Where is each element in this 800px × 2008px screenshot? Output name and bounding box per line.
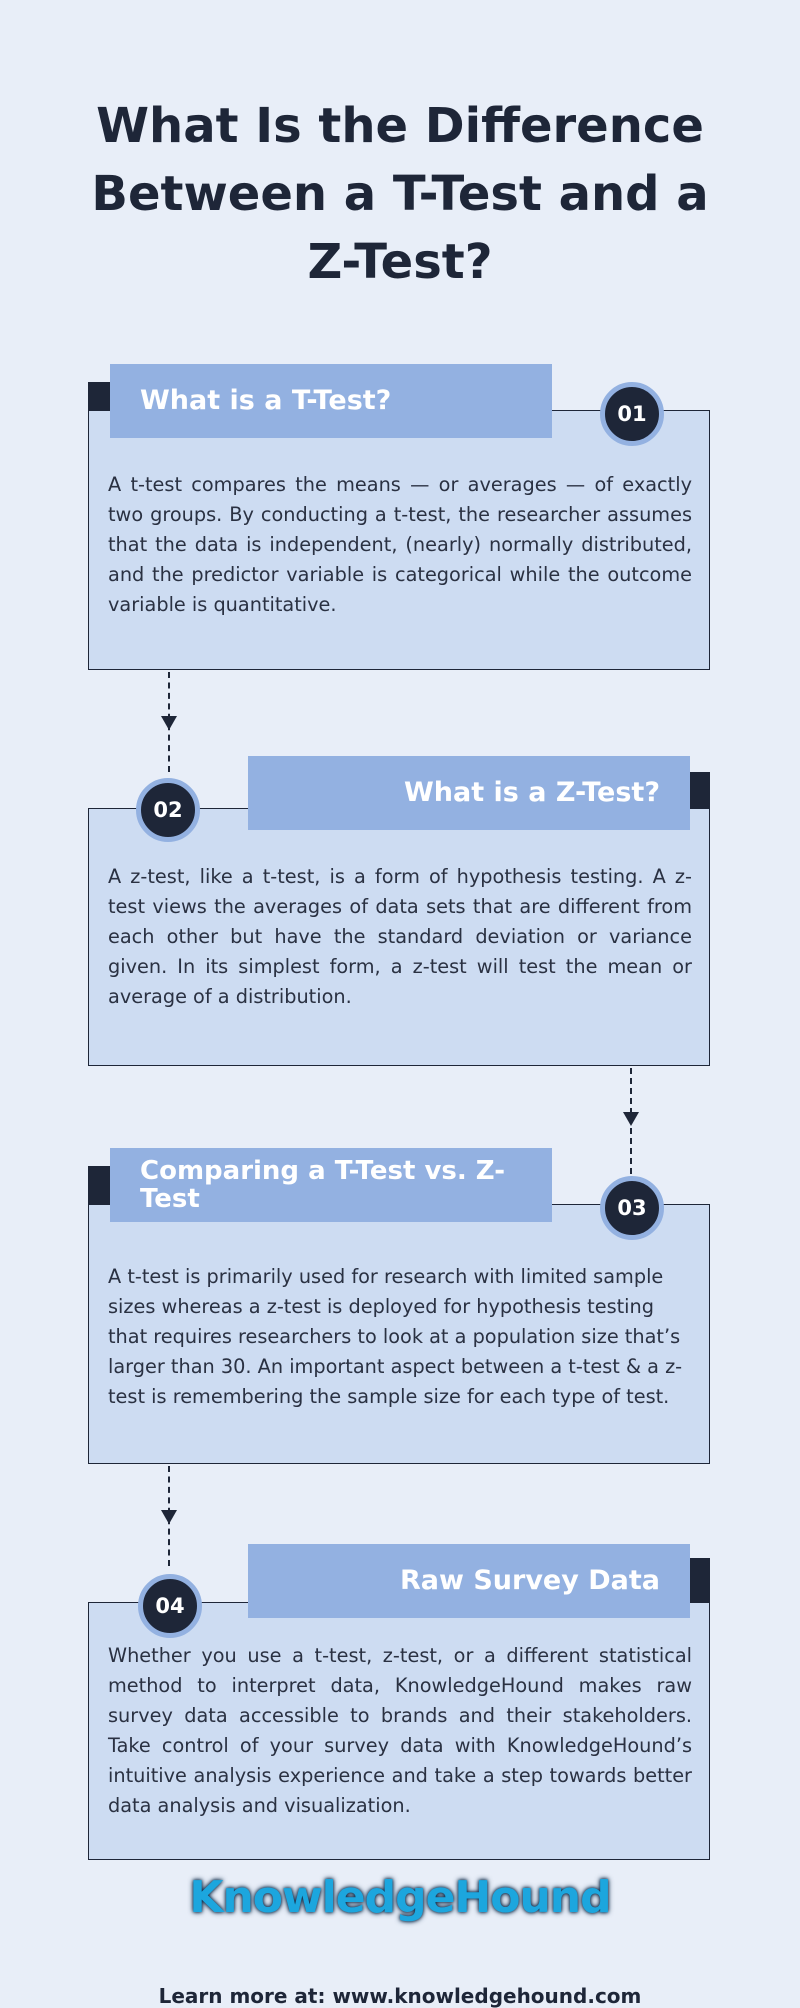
section-body-text: A z-test, like a t-test, is a form of hypothesis testing. A z-test views the averages of data sets that are different from each other but have the standard deviation or variance given. In its simplest form, a z-test will test the mean or average of a distribution. (108, 865, 692, 1008)
section-heading: What is a T-Test? (110, 364, 552, 438)
section-number-badge: 01 (600, 382, 664, 446)
section-body-text: Whether you use a t-test, z-test, or a different statistical method to interpret data, KnowledgeHound makes raw survey data accessible to brands and their stakeholders. Take control of your survey data with KnowledgeHound’s intuitive analysis experience and take a step towards better data analysis and visualization. (108, 1644, 692, 1817)
section-number-badge: 03 (600, 1176, 664, 1240)
section-heading: What is a Z-Test? (248, 756, 690, 830)
section-number-badge: 02 (136, 778, 200, 842)
section-body-text: A t-test is primarily used for research with limited sample sizes whereas a z-test is deployed for hypothesis testing that requires researchers to look at a population size that’s larger than 30. An important aspect between a t-test & a z-test is remembering the sample size for each type of test. (108, 1265, 683, 1408)
section-body-text: A t-test compares the means — or averages — of exactly two groups. By conducting a t-test, the researcher assumes that the data is independent, (nearly) normally distributed, and the predictor variable is categorical while the outcome variable is quantitative. (108, 473, 692, 616)
section-number-badge: 04 (138, 1574, 202, 1638)
footer-link-text[interactable]: Learn more at: www.knowledgehound.com (158, 1984, 642, 2008)
connector-arrow-icon (161, 716, 177, 730)
section-heading: Raw Survey Data (248, 1544, 690, 1618)
connector-arrow-icon (623, 1112, 639, 1126)
section-heading: Comparing a T-Test vs. Z-Test (110, 1148, 552, 1222)
knowledgehound-logo[interactable]: KnowledgeHound (189, 1872, 611, 1923)
connector-arrow-icon (161, 1510, 177, 1524)
page-title: What Is the Difference Between a T-Test and a Z-Test? (91, 98, 709, 290)
